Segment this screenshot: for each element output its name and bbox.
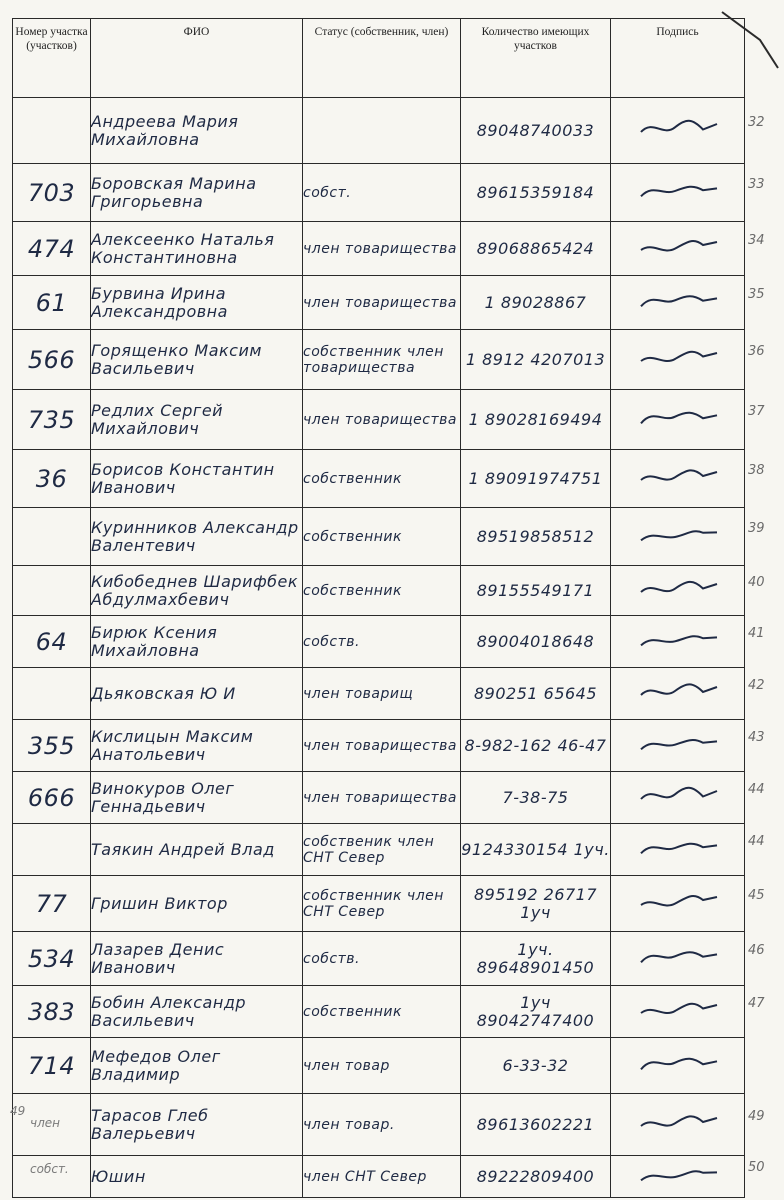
signature-cell [611,876,745,932]
status-cell: член СНТ Север [303,1156,461,1198]
row-index-label: 39 [748,521,765,536]
row-index-label: 34 [748,233,765,248]
phone-cell: 1 89028867 [461,276,611,330]
table-row [13,876,745,932]
plot-cell: 355 [13,720,91,772]
signature-cell [611,450,745,508]
phone-cell: 89048740033 [461,98,611,164]
fio-cell: Боровская Марина Григорьевна [91,164,303,222]
phone-cell: 89222809400 [461,1156,611,1198]
fio-cell: Бобин Александр Васильевич [91,986,303,1038]
row-index-label: 50 [748,1160,765,1175]
phone-cell: 1 89028169494 [461,390,611,450]
status-cell: собственник [303,566,461,616]
signature-scribble [633,570,723,606]
header-plot: Номер участка (участков) [13,19,91,98]
fio-cell: Горященко Максим Васильевич [91,330,303,390]
signature-cell [611,668,745,720]
signature-cell [611,772,745,824]
signature-cell [611,1156,745,1198]
status-cell: член товарищества [303,390,461,450]
row-index-label: 32 [748,115,765,130]
table-row [13,164,745,222]
signature-cell [611,616,745,668]
status-cell: собств. [303,616,461,668]
plot-cell: 64 [13,616,91,668]
row-index-label: 33 [748,177,765,192]
status-cell: собственик член СНТ Север [303,824,461,876]
table-row [13,508,745,566]
table-row [13,720,745,772]
plot-cell: 735 [13,390,91,450]
signature-scribble [633,1156,723,1192]
phone-cell: 1 89091974751 [461,450,611,508]
phone-cell: 9124330154 1уч. [461,824,611,876]
fio-cell: Борисов Константин Иванович [91,450,303,508]
signature-cell [611,98,745,164]
phone-cell: 890251 65645 [461,668,611,720]
status-cell: собст. [303,164,461,222]
phone-cell: 89615359184 [461,164,611,222]
fio-cell: Гришин Виктор [91,876,303,932]
status-cell: член товарищества [303,222,461,276]
signature-cell [611,222,745,276]
plot-cell [13,668,91,720]
plot-cell: 566 [13,330,91,390]
signature-cell [611,330,745,390]
signature-scribble [633,172,723,208]
signature-scribble [633,829,723,865]
table-row [13,1038,745,1094]
row-index-label: 47 [748,996,765,1011]
plot-cell: 474 [13,222,91,276]
plot-cell: 714 [13,1038,91,1094]
signature-cell [611,508,745,566]
table-row [13,824,745,876]
plot-cell [13,98,91,164]
phone-cell: 1уч. 89648901450 [461,932,611,986]
table-row [13,932,745,986]
fio-cell: Тарасов Глеб Валерьевич [91,1094,303,1156]
signature-cell [611,1094,745,1156]
header-status: Статус (собственник, член) [303,19,461,98]
status-cell: собств. [303,932,461,986]
fio-cell: Бурвина Ирина Александровна [91,276,303,330]
fio-cell: Дьяковская Ю И [91,668,303,720]
table-row [13,772,745,824]
phone-cell: 89004018648 [461,616,611,668]
table-row [13,98,745,164]
fio-cell: Юшин [91,1156,303,1198]
signature-cell [611,566,745,616]
table-row [13,276,745,330]
plot-cell [13,508,91,566]
signature-scribble [633,777,723,813]
fio-cell: Андреева Мария Михайловна [91,98,303,164]
status-cell: член товарищества [303,720,461,772]
signature-scribble [633,339,723,375]
signature-cell [611,164,745,222]
signature-scribble [633,282,723,318]
signature-scribble [633,399,723,435]
plot-cell: 666 [13,772,91,824]
fio-cell: Бирюк Ксения Михайловна [91,616,303,668]
signature-scribble [633,1045,723,1081]
row-index-label: 36 [748,344,765,359]
margin-note-1: 49 [10,1104,26,1118]
plot-cell: 77 [13,876,91,932]
table-row [13,566,745,616]
signature-scribble [633,516,723,552]
plot-cell: 383 [13,986,91,1038]
fio-cell: Кибобеднев Шарифбек Абдулмахбевич [91,566,303,616]
table-header-row [13,19,745,98]
signature-cell [611,1038,745,1094]
row-index-label: 44 [748,834,765,849]
table-row [13,390,745,450]
fio-cell: Кислицын Максим Анатольевич [91,720,303,772]
status-cell: член товарищества [303,772,461,824]
status-cell [303,98,461,164]
row-index-label: 37 [748,404,765,419]
table-row [13,1094,745,1156]
row-index-label: 38 [748,463,765,478]
status-cell: собственник член СНТ Север [303,876,461,932]
fio-cell: Редлих Сергей Михайлович [91,390,303,450]
status-cell: собственник член товарищества [303,330,461,390]
signature-cell [611,824,745,876]
row-index-label: 43 [748,730,765,745]
signature-scribble [633,938,723,974]
signature-scribble [633,621,723,657]
plot-cell: 36 [13,450,91,508]
row-index-label: 45 [748,888,765,903]
signature-cell [611,390,745,450]
phone-cell: 8-982-162 46-47 [461,720,611,772]
fio-cell: Куринников Александр Валентевич [91,508,303,566]
plot-cell [13,566,91,616]
phone-cell: 1уч 89042747400 [461,986,611,1038]
status-cell: член товарищества [303,276,461,330]
signature-scribble [633,725,723,761]
phone-cell: 895192 26717 1уч [461,876,611,932]
fio-cell: Мефедов Олег Владимир [91,1038,303,1094]
margin-note-2: член [30,1116,60,1130]
signature-scribble [633,1104,723,1140]
phone-cell: 89613602221 [461,1094,611,1156]
table-row [13,668,745,720]
signature-scribble [633,458,723,494]
status-cell: член товарищ [303,668,461,720]
status-cell: член товар [303,1038,461,1094]
table-row [13,450,745,508]
signature-cell [611,276,745,330]
phone-cell: 89155549171 [461,566,611,616]
fio-cell: Винокуров Олег Геннадьевич [91,772,303,824]
signature-scribble [633,228,723,264]
signature-cell [611,932,745,986]
table-row [13,1156,745,1198]
signature-cell [611,720,745,772]
plot-cell [13,824,91,876]
signature-scribble [633,991,723,1027]
header-count: Количество имеющих участков [461,19,611,98]
status-cell: член товар. [303,1094,461,1156]
row-index-label: 41 [748,626,765,641]
status-cell: собственник [303,508,461,566]
phone-cell: 89068865424 [461,222,611,276]
signature-cell [611,986,745,1038]
row-index-label: 42 [748,678,765,693]
table-row [13,222,745,276]
fio-cell: Алексеенко Наталья Константиновна [91,222,303,276]
row-index-label: 49 [748,1109,765,1124]
fio-cell: Таякин Андрей Влад [91,824,303,876]
fio-cell: Лазарев Денис Иванович [91,932,303,986]
plot-cell: 534 [13,932,91,986]
signature-scribble [633,883,723,919]
table-body [13,98,745,1198]
attendance-table [12,18,745,1198]
row-index-label: 35 [748,287,765,302]
phone-cell: 7-38-75 [461,772,611,824]
phone-cell: 6-33-32 [461,1038,611,1094]
signature-scribble [633,110,723,146]
status-cell: собственник [303,986,461,1038]
plot-cell: 61 [13,276,91,330]
phone-cell: 89519858512 [461,508,611,566]
row-index-label: 46 [748,943,765,958]
table-row [13,986,745,1038]
header-signature: Подпись [611,19,745,98]
row-index-label: 40 [748,575,765,590]
status-cell: собственник [303,450,461,508]
signature-scribble [633,673,723,709]
header-fio: ФИО [91,19,303,98]
table-row [13,616,745,668]
table-row [13,330,745,390]
phone-cell: 1 8912 4207013 [461,330,611,390]
margin-note-3: собст. [30,1162,69,1176]
row-index-label: 44 [748,782,765,797]
plot-cell: 703 [13,164,91,222]
